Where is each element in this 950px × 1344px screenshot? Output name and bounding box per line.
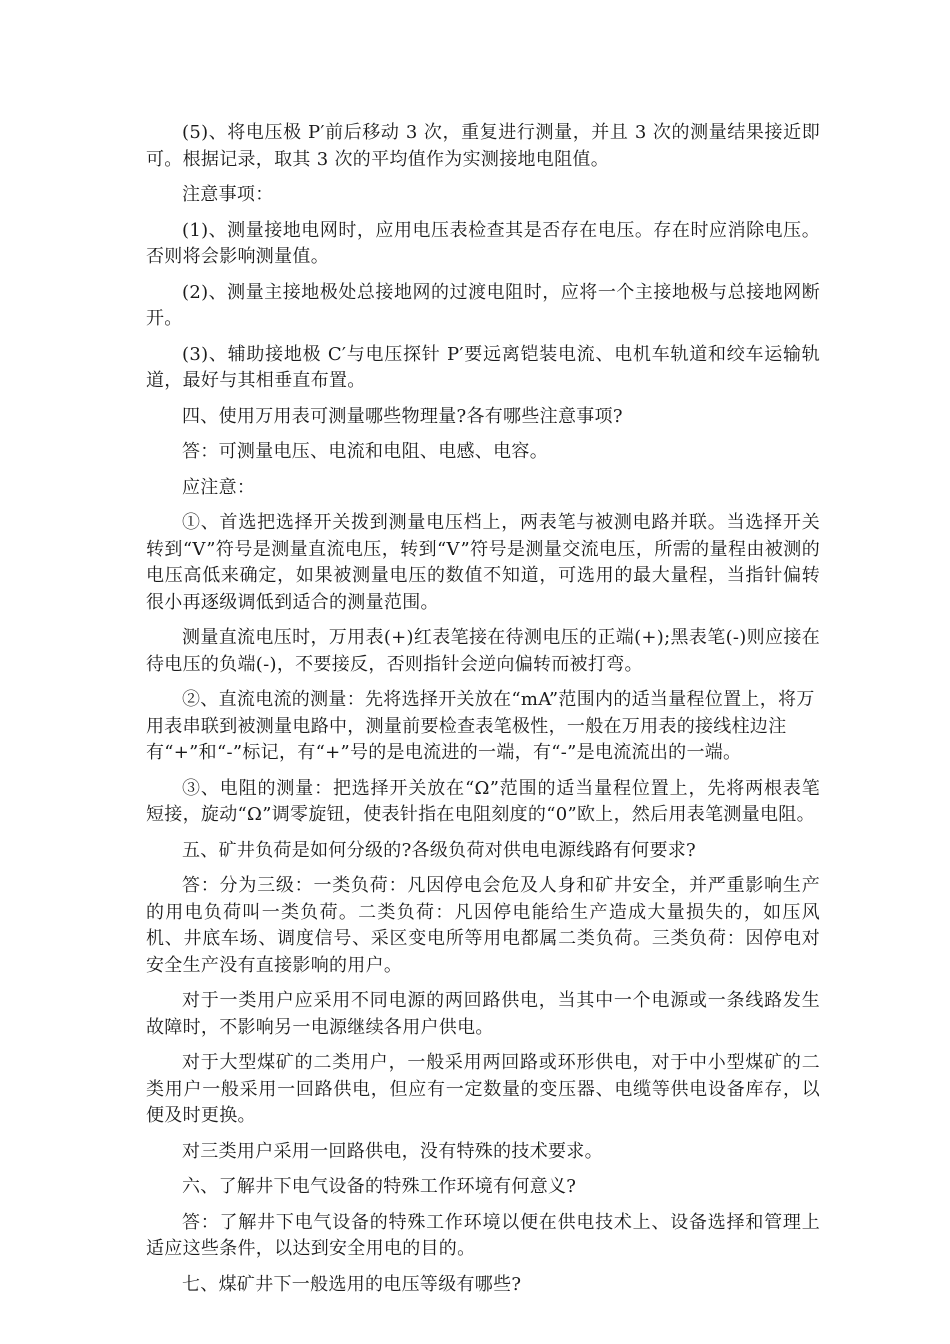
paragraph: ①、首选把选择开关拨到测量电压档上，两表笔与被测电路并联。当选择开关转到“V”符号是测量直流电压，转到“V”符号是测量交流电压，所需的量程由被测的电压高低来确定，如果被测量电压的数值不知道，可选用的最大量程，当指针偏转很小再逐级调低到适合的测量范围。: [146, 512, 820, 613]
paragraph: ②、直流电流的测量：先将选择开关放在“mA”范围内的适当量程位置上，将万用表串联到被测量电路中，测量前要检查表笔极性，一般在万用表的接线柱边注有“+”和“-”标记，有“+”号的是电流进的一端，有“-”是电流流出的一端。: [146, 689, 815, 763]
paragraph: 对于大型煤矿的二类用户，一般采用两回路或环形供电，对于中小型煤矿的二类用户一般采用一回路供电，但应有一定数量的变压器、电缆等供电设备库存，以便及时更换。: [146, 1052, 820, 1126]
paragraph: 测量直流电压时，万用表(+)红表笔接在待测电压的正端(+);黑表笔(-)则应接在待电压的负端(-)，不要接反，否则指针会逆向偏转而被打弯。: [146, 627, 820, 675]
paragraph: ③、电阻的测量：把选择开关放在“Ω”范围的适当量程位置上，先将两根表笔短接，旋动“Ω”调零旋钮，使表针指在电阻刻度的“0”欧上，然后用表笔测量电阻。: [146, 777, 820, 825]
question-heading: 五、矿井负荷是如何分级的?各级负荷对供电电源线路有何要求?: [182, 839, 696, 861]
paragraph: 答：了解井下电气设备的特殊工作环境以便在供电技术上、设备选择和管理上适应这些条件，以达到安全用电的目的。: [146, 1211, 820, 1259]
paragraph: (1)、测量接地电网时，应用电压表检查其是否存在电压。存在时应消除电压。否则将会影响测量值。: [146, 219, 820, 267]
question-heading: 七、煤矿井下一般选用的电压等级有哪些?: [182, 1273, 522, 1295]
paragraph: 答：分为三级：一类负荷：凡因停电会危及人身和矿井安全，并严重影响生产的用电负荷叫一类负荷。二类负荷：凡因停电能给生产造成大量损失的，如压风机、井底车场、调度信号、采区变电所等用电都属二类负荷。三类负荷：因停电对安全生产没有直接影响的用户。: [146, 875, 820, 976]
paragraph: 注意事项：: [182, 184, 274, 205]
paragraph: (3)、辅助接地极 C′与电压探针 P′要远离铠装电流、电机车轨道和绞车运输轨道，最好与其相垂直布置。: [146, 343, 820, 391]
paragraph: (2)、测量主接地极处总接地网的过渡电阻时，应将一个主接地极与总接地网断开。: [146, 281, 820, 329]
paragraph: 对于一类用户应采用不同电源的两回路供电，当其中一个电源或一条线路发生故障时，不影响另一电源继续各用户供电。: [146, 990, 820, 1038]
question-heading: 四、使用万用表可测量哪些物理量?各有哪些注意事项?: [182, 405, 623, 427]
paragraph: 对三类用户采用一回路供电，没有特殊的技术要求。: [182, 1140, 603, 1162]
paragraph: 答：可测量电压、电流和电阻、电感、电容。: [182, 441, 548, 462]
document-page: [146, 120, 820, 1307]
paragraph: (5)、将电压极 P′前后移动 3 次，重复进行测量，并且 3 次的测量结果接近即可。根据记录，取其 3 次的平均值作为实测接地电阻值。: [146, 122, 820, 170]
question-heading: 六、了解井下电气设备的特殊工作环境有何意义?: [182, 1176, 577, 1197]
paragraph: 应注意：: [182, 476, 256, 498]
